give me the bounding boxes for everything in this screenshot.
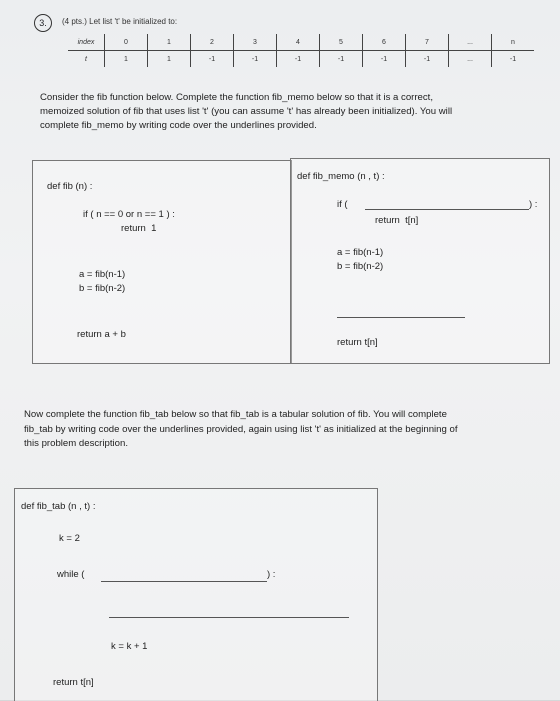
index-cell: 3 xyxy=(234,34,277,51)
index-cell: 6 xyxy=(363,34,406,51)
tab-while-open: while ( xyxy=(57,569,85,580)
t-cell: -1 xyxy=(320,51,363,68)
fib-return-ab: return a + b xyxy=(77,329,126,340)
question-header: (4 pts.) Let list 't' be initialized to: xyxy=(62,17,178,26)
memo-store-blank[interactable] xyxy=(337,317,465,318)
fib-a-line: a = fib(n-1) xyxy=(79,269,126,280)
index-cell: 7 xyxy=(406,34,449,51)
memo-if-blank[interactable] xyxy=(365,209,529,210)
t-cell: 1 xyxy=(105,51,148,68)
instruction-line: memoized solution of fib that uses list 't' (you can assume 't' has already been initialized). You will xyxy=(40,106,453,117)
instruction-line: this problem description. xyxy=(24,438,128,449)
instruction-line: Now complete the function fib_tab below so that fib_tab is a tabular solution of fib. You will complete xyxy=(24,409,447,420)
index-cell: ... xyxy=(449,34,492,51)
fib-signature: def fib (n) : xyxy=(47,181,93,192)
tab-while-blank[interactable] xyxy=(101,581,267,582)
t-cell: 1 xyxy=(148,51,191,68)
t-cell: ... xyxy=(449,51,492,68)
instruction-line: fib_tab by writing code over the underlines provided, again using list 't' as initialized at the beginning of xyxy=(24,423,458,435)
index-cell: 4 xyxy=(277,34,320,51)
index-cell: 0 xyxy=(105,34,148,51)
memo-if-close: ) : xyxy=(529,199,538,210)
t-label: t xyxy=(85,55,87,63)
instruction-line: complete fib_memo by writing code over the underlines provided. xyxy=(40,120,317,131)
tab-body-blank[interactable] xyxy=(109,617,349,618)
index-row xyxy=(68,34,534,51)
memo-b-line: b = fib(n-2) xyxy=(337,261,384,272)
memo-a-line: a = fib(n-1) xyxy=(337,247,384,258)
t-row xyxy=(68,51,534,68)
tab-instructions xyxy=(24,408,458,452)
index-cell: n xyxy=(492,34,535,51)
memo-if-open: if ( xyxy=(337,199,348,210)
array-table xyxy=(68,34,534,67)
fib-code-box xyxy=(32,160,292,364)
index-label: index xyxy=(68,34,105,51)
t-cell: -1 xyxy=(191,51,234,68)
t-cell: -1 xyxy=(363,51,406,68)
fib-return-1: return 1 xyxy=(121,223,157,234)
tab-while-close: ) : xyxy=(267,569,276,580)
t-cell: -1 xyxy=(277,51,320,68)
t-cell: -1 xyxy=(406,51,449,68)
index-cell: 1 xyxy=(148,34,191,51)
fib-if-line: if ( n == 0 or n == 1 ) : xyxy=(83,209,175,220)
tab-return-tn: return t[n] xyxy=(53,677,94,688)
t-cell: -1 xyxy=(492,51,535,68)
tab-k-init: k = 2 xyxy=(59,533,80,544)
memo-return-tn: return t[n] xyxy=(375,215,419,226)
tab-signature: def fib_tab (n , t) : xyxy=(21,501,96,512)
memo-signature: def fib_memo (n , t) : xyxy=(297,171,385,182)
memo-instructions xyxy=(40,91,452,133)
t-cell: -1 xyxy=(234,51,277,68)
fib-memo-code-box xyxy=(290,158,550,364)
memo-return-end: return t[n] xyxy=(337,337,378,348)
instruction-line: Consider the fib function below. Complete the function fib_memo below so that it is a correct, xyxy=(40,92,434,103)
tab-k-inc: k = k + 1 xyxy=(111,641,148,652)
index-cell: 2 xyxy=(191,34,234,51)
fib-tab-code-box xyxy=(14,488,378,701)
index-cell: 5 xyxy=(320,34,363,51)
question-number: 3. xyxy=(34,14,52,32)
fib-b-line: b = fib(n-2) xyxy=(79,283,126,294)
